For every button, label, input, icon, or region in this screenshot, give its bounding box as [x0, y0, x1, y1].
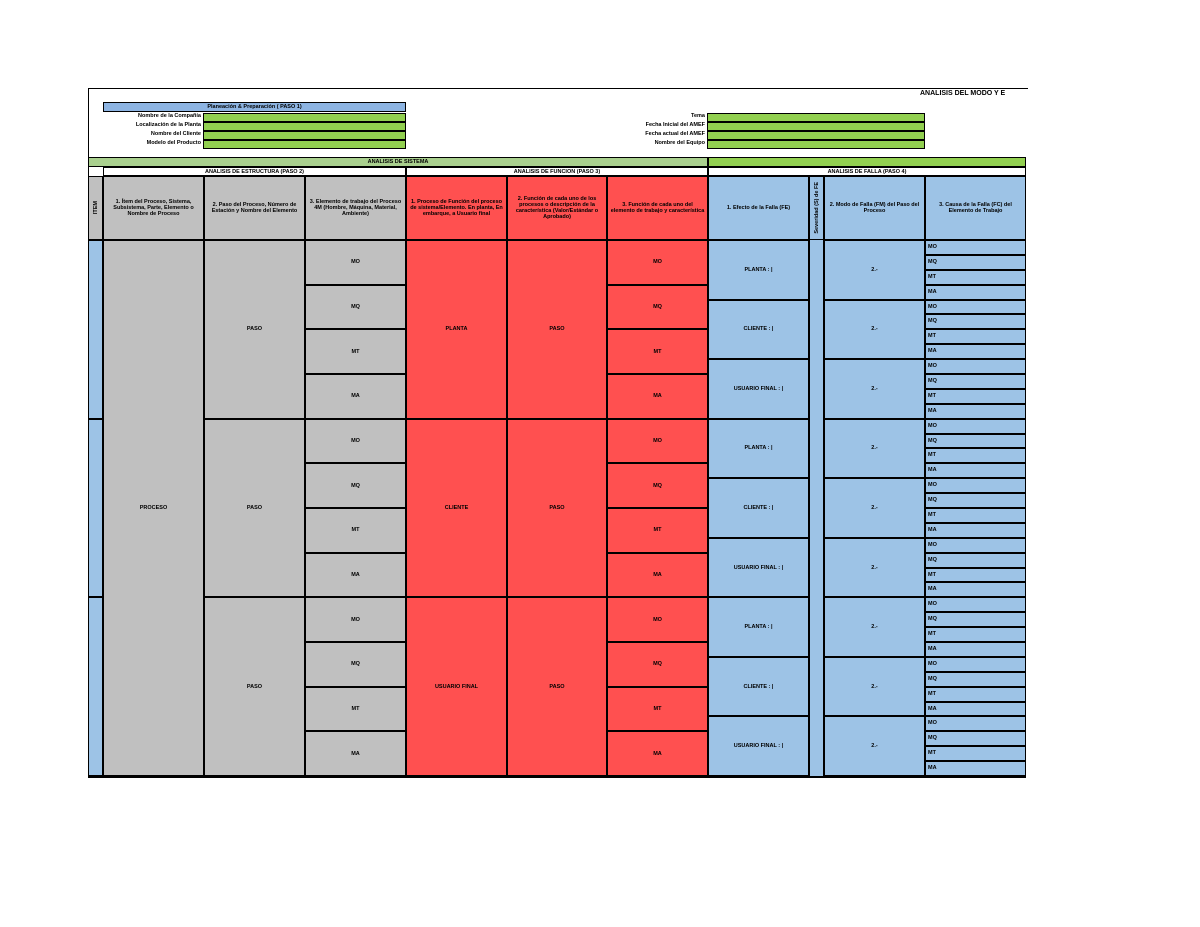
severity-cell — [809, 538, 824, 598]
severity-cell — [809, 716, 824, 776]
failure-cause-cell: MQ — [925, 731, 1026, 746]
col-function-process: 1. Proceso de Función del proceso de sistema/Elemento. En planta, En embarque, a Usuario final — [406, 176, 507, 240]
col-process-item: 1. Ítem del Proceso, Sistema, Subsistema, Parte, Elemento o Nombre de Proceso — [103, 176, 204, 240]
planning-field-label: Fecha Inicial del AMEF — [645, 122, 705, 128]
step-cell: PASO — [204, 597, 305, 776]
failure-cause-cell: MT — [925, 568, 1026, 583]
work-element-cell: MA — [305, 374, 406, 419]
planning-header: Planeación & Preparación ( PASO 1) — [103, 102, 406, 112]
item-cell — [88, 597, 103, 776]
failure-cause-cell: MQ — [925, 255, 1026, 270]
work-element-cell: MT — [305, 329, 406, 374]
failure-effect-cell: CLIENTE : | — [708, 657, 809, 717]
failure-cause-cell: MO — [925, 597, 1026, 612]
failure-cause-cell: MA — [925, 463, 1026, 478]
function-step-cell: PASO — [507, 597, 607, 776]
planning-field-label: Nombre del Cliente — [150, 131, 201, 137]
element-function-cell: MQ — [607, 642, 708, 687]
failure-cause-cell: MA — [925, 582, 1026, 597]
col-failure-cause: 3. Causa de la Falla (FC) del Elemento de Trabajo — [925, 176, 1026, 240]
col-failure-mode: 2. Modo de Falla (FM) del Paso del Proceso — [824, 176, 925, 240]
severity-cell — [809, 419, 824, 479]
item-column-header: ITEM — [92, 201, 99, 215]
col-work-element: 3. Elemento de trabajo del Proceso 4M (Hombre, Máquina, Material, Ambiente) — [305, 176, 406, 240]
planning-field-label: Fecha actual del AMEF — [645, 131, 705, 137]
step-cell: PASO — [204, 419, 305, 598]
failure-effect-cell: CLIENTE : | — [708, 300, 809, 360]
function-section-header: ANALISIS DE FUNCION (PASO 3) — [406, 167, 708, 176]
failure-cause-cell: MA — [925, 285, 1026, 300]
planning-field-label: Tema — [691, 113, 705, 119]
failure-cause-cell: MT — [925, 389, 1026, 404]
failure-effect-cell: PLANTA : | — [708, 240, 809, 300]
failure-effect-cell: CLIENTE : | — [708, 478, 809, 538]
failure-mode-cell: 2.- — [824, 538, 925, 598]
planning-field-input — [707, 113, 925, 122]
step-cell: PASO — [204, 240, 305, 419]
failure-mode-cell: 2.- — [824, 478, 925, 538]
failure-cause-cell: MO — [925, 300, 1026, 315]
work-element-cell: MQ — [305, 642, 406, 687]
structure-section-header: ANALISIS DE ESTRUCTURA (PASO 2) — [103, 167, 406, 176]
failure-cause-cell: MT — [925, 508, 1026, 523]
failure-cause-cell: MQ — [925, 434, 1026, 449]
col-function-element: 3. Función de cada uno del elemento de trabajo y característica — [607, 176, 708, 240]
element-function-cell: MQ — [607, 285, 708, 330]
work-element-cell: MQ — [305, 285, 406, 330]
doc-title: ANALISIS DEL MODO Y E — [920, 90, 1006, 97]
item-cell — [88, 240, 103, 419]
planning-field-label: Modelo del Producto — [146, 140, 201, 146]
failure-mode-cell: 2.- — [824, 657, 925, 717]
col-failure-effect: 1. Efecto de la Falla (FE) — [708, 176, 809, 240]
severity-cell — [809, 657, 824, 717]
failure-cause-cell: MO — [925, 359, 1026, 374]
planning-field-label: Localización de la Planta — [135, 122, 201, 128]
failure-cause-cell: MT — [925, 627, 1026, 642]
work-element-cell: MO — [305, 240, 406, 285]
failure-cause-cell: MO — [925, 657, 1026, 672]
failure-cause-cell: MA — [925, 702, 1026, 717]
planning-field-input — [707, 140, 925, 149]
failure-cause-cell: MQ — [925, 612, 1026, 627]
work-element-cell: MA — [305, 553, 406, 598]
failure-green-bar — [708, 157, 1026, 167]
failure-cause-cell: MQ — [925, 314, 1026, 329]
element-function-cell: MA — [607, 731, 708, 776]
planning-field-input — [203, 122, 406, 131]
element-function-cell: MO — [607, 240, 708, 285]
work-element-cell: MA — [305, 731, 406, 776]
element-function-cell: MO — [607, 419, 708, 464]
failure-effect-cell: PLANTA : | — [708, 597, 809, 657]
element-function-cell: MT — [607, 687, 708, 732]
failure-cause-cell: MQ — [925, 374, 1026, 389]
element-function-cell: MT — [607, 508, 708, 553]
planning-field-input — [203, 140, 406, 149]
severity-cell — [809, 597, 824, 657]
item-cell — [88, 419, 103, 598]
system-analysis-header: ANALISIS DE SISTEMA — [88, 157, 708, 167]
planning-field-label: Nombre del Equipo — [654, 140, 705, 146]
function-group-cell: CLIENTE — [406, 419, 507, 598]
failure-cause-cell: MO — [925, 538, 1026, 553]
failure-cause-cell: MA — [925, 642, 1026, 657]
failure-mode-cell: 2.- — [824, 359, 925, 419]
failure-mode-cell: 2.- — [824, 597, 925, 657]
failure-mode-cell: 2.- — [824, 419, 925, 479]
failure-cause-cell: MT — [925, 270, 1026, 285]
failure-effect-cell: USUARIO FINAL : | — [708, 359, 809, 419]
failure-cause-cell: MT — [925, 329, 1026, 344]
title-bar — [88, 88, 1028, 100]
function-group-cell: USUARIO FINAL — [406, 597, 507, 776]
failure-cause-cell: MA — [925, 761, 1026, 776]
severity-cell — [809, 478, 824, 538]
failure-cause-cell: MA — [925, 523, 1026, 538]
failure-mode-cell: 2.- — [824, 240, 925, 300]
planning-field-input — [203, 131, 406, 140]
failure-effect-cell: PLANTA : | — [708, 419, 809, 479]
function-group-cell: PLANTA — [406, 240, 507, 419]
failure-cause-cell: MQ — [925, 553, 1026, 568]
process-cell: PROCESO — [103, 240, 204, 776]
function-step-cell: PASO — [507, 240, 607, 419]
severity-cell — [809, 300, 824, 360]
failure-cause-cell: MA — [925, 404, 1026, 419]
failure-cause-cell: MT — [925, 448, 1026, 463]
failure-mode-cell: 2.- — [824, 716, 925, 776]
failure-cause-cell: MT — [925, 687, 1026, 702]
element-function-cell: MO — [607, 597, 708, 642]
failure-cause-cell: MA — [925, 344, 1026, 359]
work-element-cell: MO — [305, 419, 406, 464]
element-function-cell: MQ — [607, 463, 708, 508]
failure-effect-cell: USUARIO FINAL : | — [708, 538, 809, 598]
planning-field-input — [707, 122, 925, 131]
failure-effect-cell: USUARIO FINAL : | — [708, 716, 809, 776]
failure-cause-cell: MQ — [925, 493, 1026, 508]
work-element-cell: MO — [305, 597, 406, 642]
work-element-cell: MT — [305, 508, 406, 553]
bottom-border — [88, 776, 1026, 778]
col-severity: Severidad (S) de FE — [813, 182, 820, 234]
failure-section-header: ANALISIS DE FALLA (PASO 4) — [708, 167, 1026, 176]
failure-cause-cell: MO — [925, 478, 1026, 493]
planning-field-input — [707, 131, 925, 140]
function-step-cell: PASO — [507, 419, 607, 598]
failure-mode-cell: 2.- — [824, 300, 925, 360]
element-function-cell: MA — [607, 553, 708, 598]
severity-cell — [809, 359, 824, 419]
col-function-step: 2. Función de cada uno de los procesos o descripción de la característica (Valor/Estándar o Aprobado) — [507, 176, 607, 240]
failure-cause-cell: MO — [925, 240, 1026, 255]
failure-cause-cell: MT — [925, 746, 1026, 761]
severity-cell — [809, 240, 824, 300]
element-function-cell: MT — [607, 329, 708, 374]
planning-field-label: Nombre de la Compañía — [138, 113, 201, 119]
col-process-step: 2. Paso del Proceso, Número de Estación y Nombre del Elemento — [204, 176, 305, 240]
element-function-cell: MA — [607, 374, 708, 419]
failure-cause-cell: MQ — [925, 672, 1026, 687]
work-element-cell: MT — [305, 687, 406, 732]
failure-cause-cell: MO — [925, 716, 1026, 731]
failure-cause-cell: MO — [925, 419, 1026, 434]
work-element-cell: MQ — [305, 463, 406, 508]
planning-field-input — [203, 113, 406, 122]
